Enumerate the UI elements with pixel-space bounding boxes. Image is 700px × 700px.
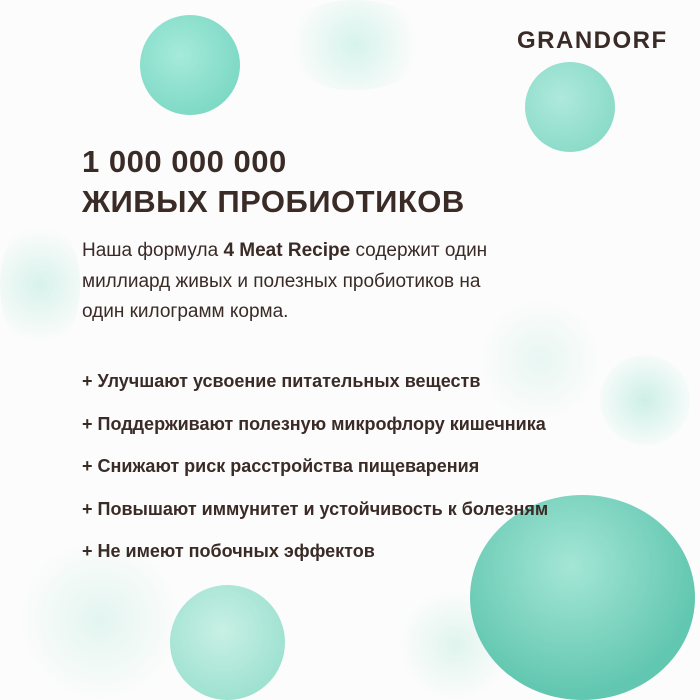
decor-bubble <box>140 15 240 115</box>
text: Наша формула <box>82 240 224 261</box>
benefit-item: + Снижают риск расстройства пищеварения <box>82 456 480 476</box>
decor-bubble <box>525 62 615 152</box>
description-line: один килограмм корма. <box>82 301 289 322</box>
description <box>82 236 602 328</box>
benefits-list <box>82 366 682 579</box>
description-line <box>82 236 602 267</box>
headline-number: 1 000 000 000 <box>82 144 287 179</box>
description-line: миллиард живых и полезных пробиотиков на <box>82 270 481 292</box>
headline <box>82 142 465 222</box>
benefit-item: + Повышают иммунитет и устойчивость к болезням <box>82 498 549 519</box>
text: содержит один <box>350 240 488 261</box>
decor-bubble <box>280 0 430 90</box>
headline-text: ЖИВЫХ ПРОБИОТИКОВ <box>82 184 465 219</box>
benefit-item: + Улучшают усвоение питательных веществ <box>82 371 481 391</box>
benefit-item: + Поддерживают полезную микрофлору кишечника <box>82 413 546 434</box>
decor-bubble <box>0 215 80 355</box>
benefit-item: + Не имеют побочных эффектов <box>82 541 375 561</box>
product-name: 4 Meat Recipe <box>223 240 351 261</box>
brand-logo: GRANDORF <box>517 27 668 54</box>
decor-bubble <box>170 585 285 700</box>
